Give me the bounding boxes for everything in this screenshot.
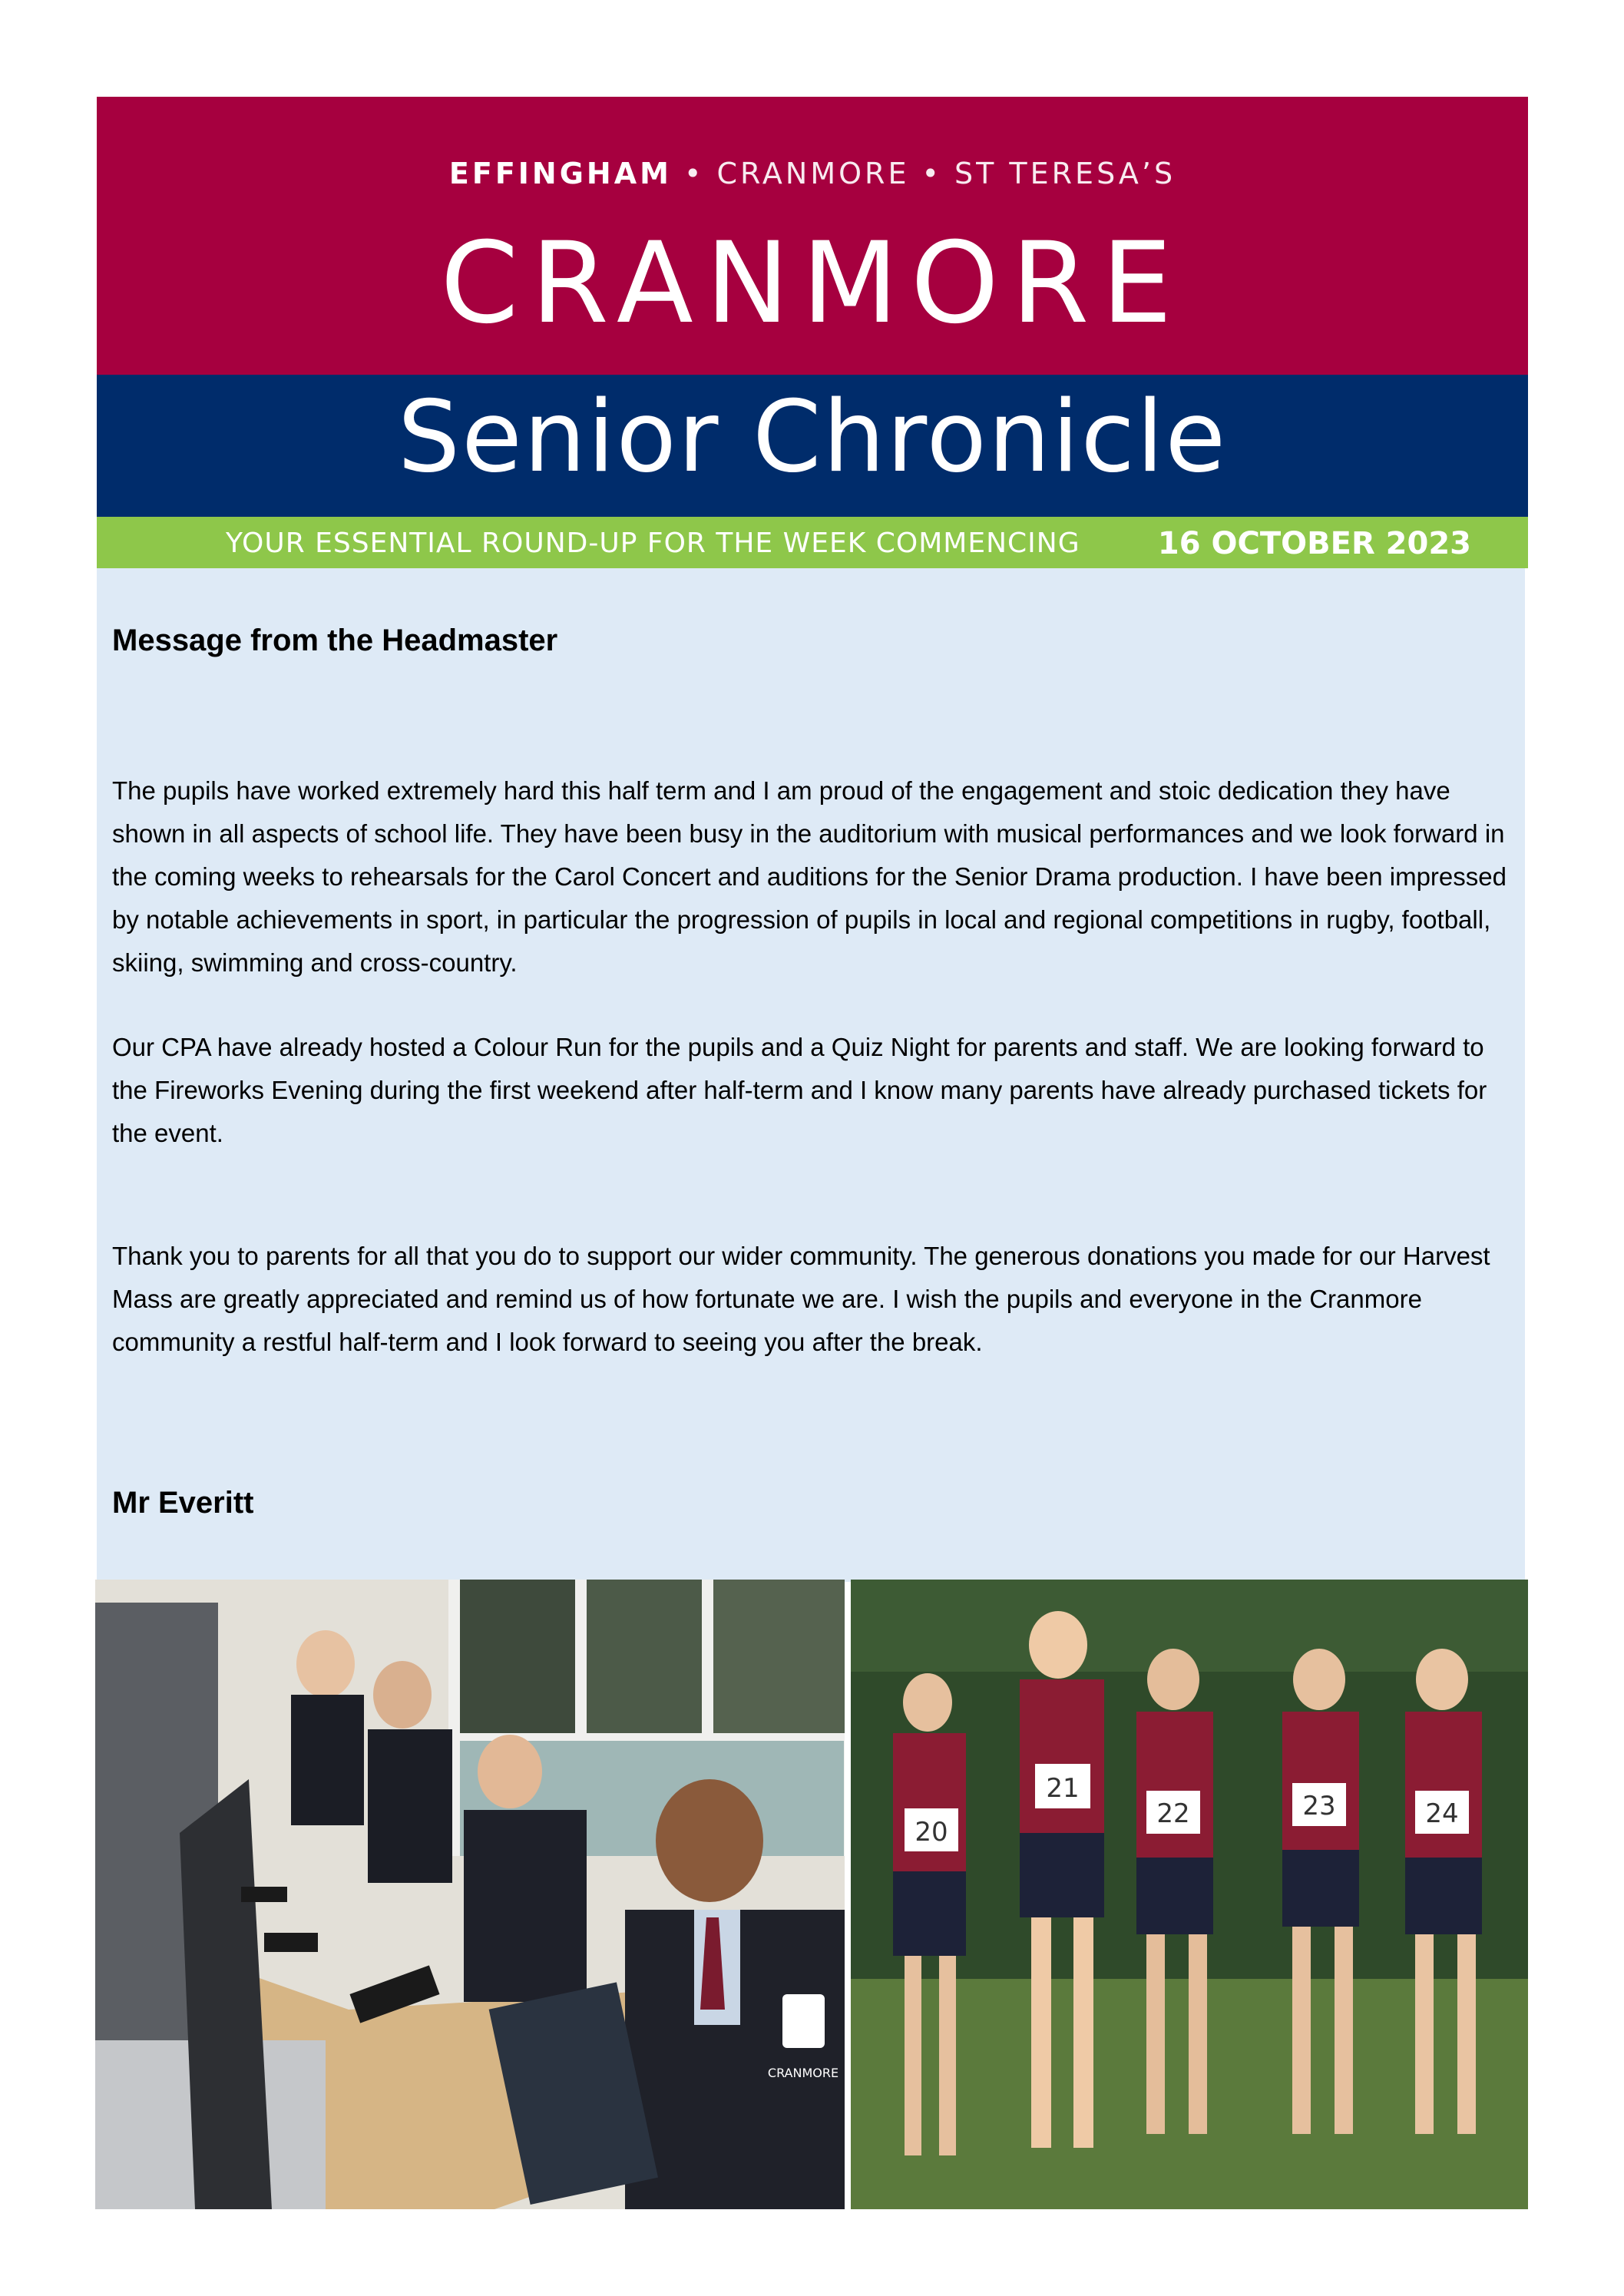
week-date: 16 OCTOBER 2023 (1157, 526, 1471, 561)
masthead-red-band (97, 97, 1528, 375)
runner-number-21: 21 (1046, 1773, 1080, 1804)
brand-name: CRANMORE (440, 218, 1185, 349)
masthead (97, 97, 1528, 568)
runner-number-23: 23 (1302, 1791, 1336, 1821)
photo-cross-country-team (851, 1580, 1528, 2209)
newsletter-title: Senior Chronicle (397, 380, 1228, 495)
jacket-label: CRANMORE (767, 2066, 839, 2080)
message-paragraph-3: Thank you to parents for all that you do to support our wider community. The generous donations you made for our Harvest Mass are greatly appreciated and remind us of how fortunate we are. I wish the pupils and everyone in the Cranmore community a restful half-term and I look forward to seeing you after the break. (112, 1242, 1490, 1356)
runner-number-22: 22 (1156, 1798, 1190, 1829)
photo-computer-room (95, 1580, 845, 2209)
signature: Mr Everitt (112, 1486, 254, 1520)
masthead-green-band (97, 517, 1528, 568)
masthead-blue-band (97, 375, 1528, 517)
runner-number-24: 24 (1425, 1798, 1459, 1829)
runner-number-20: 20 (915, 1817, 948, 1848)
school-names-rest: • CRANMORE • ST TERESA’S (671, 157, 1176, 190)
headmaster-message-panel (97, 568, 1525, 1582)
school-group-line (97, 157, 1528, 190)
message-paragraph-2: Our CPA have already hosted a Colour Run for the pupils and a Quiz Night for parents and staff. We are looking forward to the Fireworks Evening during the first weekend after half-term and I know many parents have already purchased tickets for the event. (112, 1033, 1487, 1147)
week-commencing-text: YOUR ESSENTIAL ROUND-UP FOR THE WEEK COMMENCING (226, 528, 1080, 559)
article-heading: Message from the Headmaster (112, 624, 558, 657)
school-name-effingham: EFFINGHAM (448, 157, 672, 190)
message-paragraph-1: The pupils have worked extremely hard this half term and I am proud of the engagement and stoic dedication they have shown in all aspects of school life. They have been busy in the auditorium with musical performances and we look forward in the coming weeks to rehearsals for the Carol Concert and auditions for the Senior Drama production. I have been impressed by notable achievements in sport, in particular the progression of pupils in local and regional competitions in rugby, football, skiing, swimming and cross-country. (112, 776, 1507, 977)
